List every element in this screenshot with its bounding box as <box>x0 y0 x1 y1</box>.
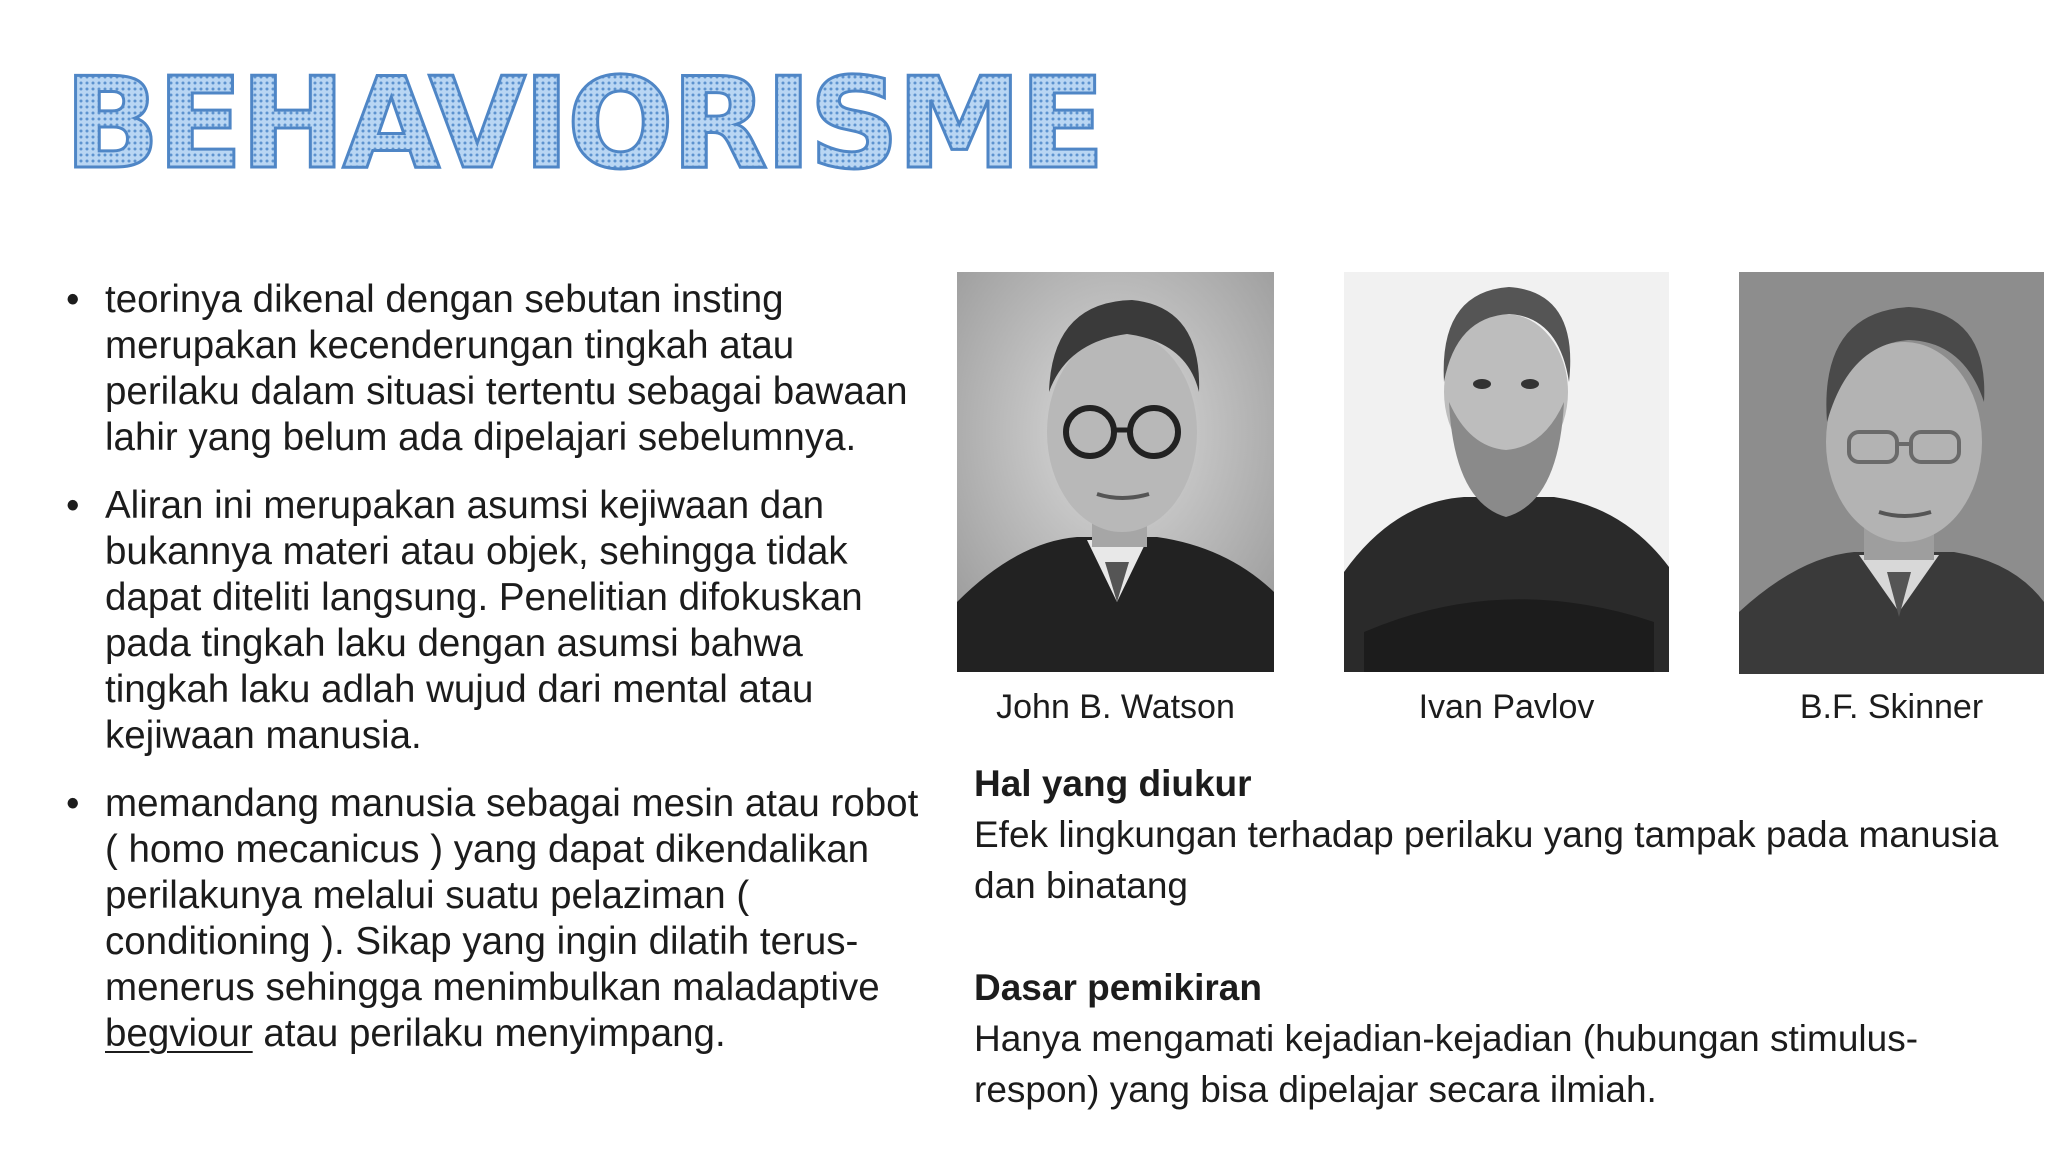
measured-body: Efek lingkungan terhadap perilaku yang tampak pada manusia dan binatang <box>974 814 1999 906</box>
bullet-text: teorinya dikenal dengan sebutan insting merupakan kecenderungan tingkah atau perilaku dalam situasi tertentu sebagai bawaan lahir yang belum ada dipelajari sebelumnya. <box>105 278 908 459</box>
portrait-pavlov <box>1344 272 1669 672</box>
bullet-item <box>66 483 926 759</box>
measured-section <box>974 758 2014 911</box>
bullet-list <box>66 277 926 1079</box>
bullet-item <box>66 277 926 461</box>
portrait-caption: Ivan Pavlov <box>1418 688 1595 726</box>
bullet-dot-icon: • <box>66 782 80 825</box>
underlined-word: begviour <box>105 1012 253 1055</box>
basis-heading: Dasar pemikiran <box>974 967 1262 1008</box>
bullet-text: memandang manusia sebagai mesin atau robot ( homo mecanicus ) yang dapat dikendalikan perilakunya melalui suatu pelaziman ( conditioning ). Sikap yang ingin dilatih terus-menerus sehingga menimbulkan maladaptive <box>105 782 919 1009</box>
basis-section <box>974 962 2014 1115</box>
portrait-skinner <box>1739 272 2044 674</box>
basis-body: Hanya mengamati kejadian-kejadian (hubungan stimulus-respon) yang bisa dipelajar secara ilmiah. <box>974 1018 1919 1110</box>
bullet-text: Aliran ini merupakan asumsi kejiwaan dan bukannya materi atau objek, sehingga tidak dapat diteliti langsung. Penelitian difokuskan pada tingkah laku dengan asumsi bahwa tingkah laku adlah wujud dari mental atau kejiwaan manusia. <box>105 484 863 757</box>
portrait-watson <box>957 272 1274 672</box>
bullet-dot-icon: • <box>66 278 80 321</box>
portrait-caption: John B. Watson <box>996 688 1235 726</box>
bullet-item <box>66 781 926 1057</box>
bullet-dot-icon: • <box>66 484 80 527</box>
portrait-caption: B.F. Skinner <box>1799 688 1984 726</box>
bullet-text-tail: atau perilaku menyimpang. <box>252 1012 726 1055</box>
slide-title <box>60 50 1103 197</box>
measured-heading: Hal yang diukur <box>974 763 1252 804</box>
slide-title-text: BEHAVIORISME <box>64 50 1103 197</box>
